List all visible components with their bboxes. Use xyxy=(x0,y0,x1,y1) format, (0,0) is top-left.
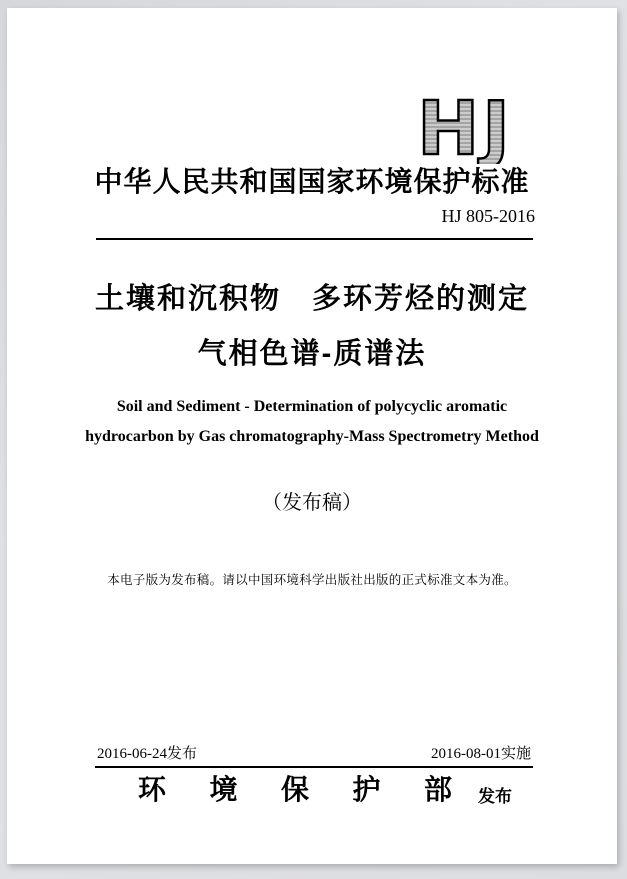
hj-logo-graphic xyxy=(405,94,525,164)
publisher-char: 护 xyxy=(352,775,381,806)
publisher-char: 环 xyxy=(138,775,167,806)
standard-number: HJ 805-2016 xyxy=(441,206,535,226)
hj-logo xyxy=(405,94,525,164)
issue-date: 2016-06-24发布 xyxy=(97,746,197,762)
footer-divider-line xyxy=(95,766,533,768)
document-title-en-line2: hydrocarbon by Gas chromatography-Mass Spectrometry Method xyxy=(85,428,539,445)
electronic-version-disclaimer: 本电子版为发布稿。请以中国环境科学出版社出版的正式标准文本为准。 xyxy=(107,573,517,587)
document-title-en-line1: Soil and Sediment - Determination of polycyclic aromatic xyxy=(116,398,508,415)
publisher-name xyxy=(138,776,452,807)
publisher-char: 保 xyxy=(280,775,309,806)
document-page xyxy=(7,8,617,864)
effective-date: 2016-08-01实施 xyxy=(431,746,531,762)
draft-release-label: （发布稿） xyxy=(262,492,362,514)
standard-header-title: 中华人民共和国国家环境保护标准 xyxy=(94,167,530,198)
document-title-cn-line1: 土壤和沉积物 多环芳烃的测定 xyxy=(94,283,529,315)
publisher-char: 境 xyxy=(209,775,238,806)
hj-logo-text: HJ xyxy=(417,94,513,164)
publisher-char: 部 xyxy=(423,775,452,806)
publisher-issued-label: 发布 xyxy=(478,787,512,806)
header-divider-line xyxy=(96,238,533,240)
document-title-cn-line2: 气相色谱-质谱法 xyxy=(197,338,427,370)
